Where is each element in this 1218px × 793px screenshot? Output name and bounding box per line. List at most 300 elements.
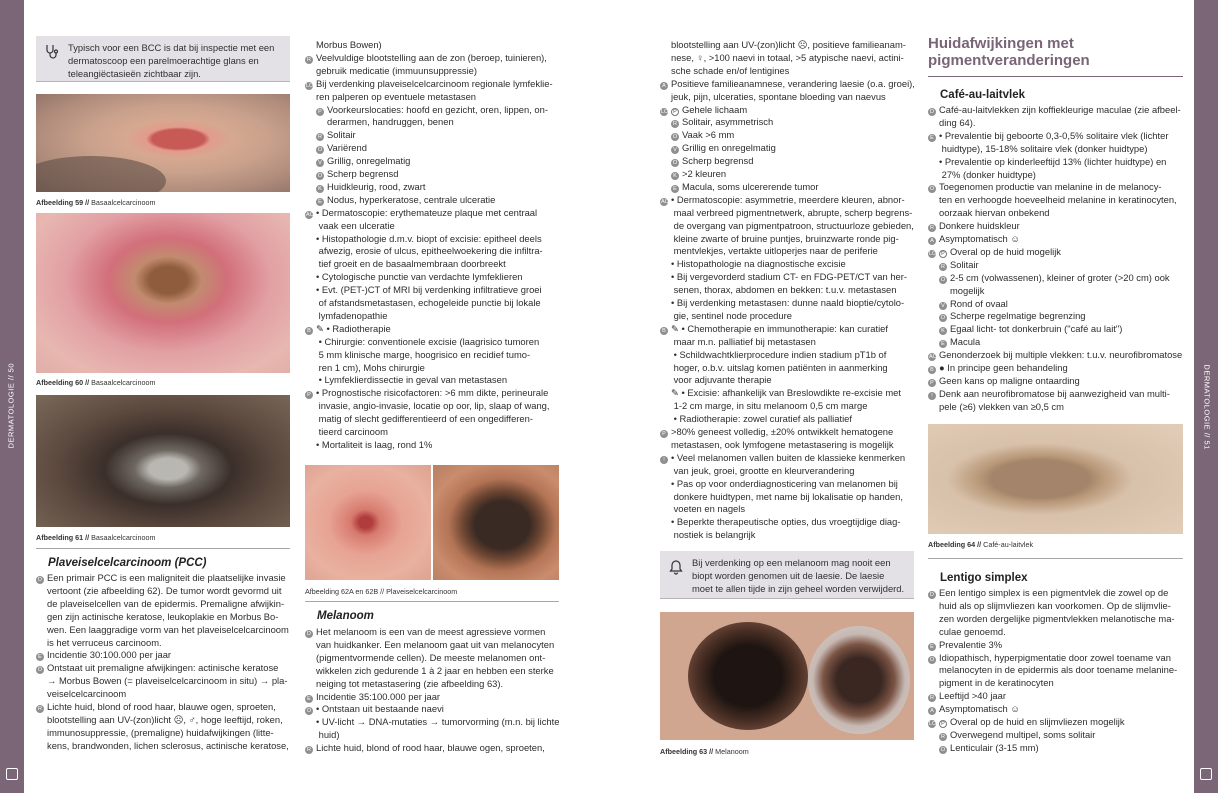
text-line-content: 1-2 cm marge, in situ melanoom 0,5 cm marge <box>671 400 868 412</box>
text-line <box>660 491 903 504</box>
text-line <box>660 284 896 297</box>
text-line <box>939 336 980 349</box>
text-line <box>671 129 734 142</box>
section-marker-icon: R <box>36 705 44 713</box>
text-line <box>928 207 1050 220</box>
text-line-content: kens, brandwonden, lichen sclerosus, actinische keratose, <box>47 739 289 751</box>
title-rule <box>928 76 1183 77</box>
text-line <box>928 587 1168 600</box>
section-marker-icon: O <box>672 160 678 167</box>
text-line <box>939 259 979 272</box>
text-line-content: tieerd carcinoom <box>316 426 388 437</box>
text-line <box>660 349 886 362</box>
text-line <box>928 349 1182 362</box>
text-line <box>36 675 287 688</box>
text-line-content: ✎ • Chemotherapie en immunotherapie: kan curatief <box>671 322 888 334</box>
text-line-content: Het melanoom is een van de meest agressieve vormen <box>316 626 546 637</box>
text-line-content: Bij verdenking plaveiselcelcarcinoom regionale lymfeklie- <box>316 77 553 89</box>
section-marker-icon: A <box>928 707 936 715</box>
text-line-content: Variërend <box>327 142 367 154</box>
text-line-content: Geen kans op maligne ontaarding <box>939 374 1080 386</box>
figure-59-photo <box>36 94 290 192</box>
text-line <box>660 297 904 310</box>
text-line <box>305 742 545 755</box>
text-line-content: blootstelling aan UV-(zon)licht ☹, ♂, hoge leeftijd, roken, <box>47 713 283 725</box>
text-line <box>305 233 542 246</box>
section-marker-icon: D <box>36 576 44 584</box>
text-line-content: wikkelen zich gedurende 1 à 2 jaar en hebben een sterke <box>316 664 554 676</box>
figure-62a-photo <box>305 465 431 580</box>
text-line-content: • UV-licht → DNA-mutaties → tumorvorming (m.n. bij lichte <box>316 716 560 728</box>
text-line <box>660 426 893 439</box>
stethoscope-icon <box>44 44 60 60</box>
text-line <box>939 285 984 298</box>
section-marker-icon: R <box>305 746 313 754</box>
text-line <box>660 387 901 400</box>
section-marker-icon: R <box>928 694 936 702</box>
text-line <box>928 104 1181 117</box>
text-line-content: invasie, angio-invasie, locatie op oor, lip, slaap of wang, <box>316 400 550 412</box>
text-line <box>305 91 476 104</box>
text-line-content: Leeftijd >40 jaar <box>939 690 1006 702</box>
section-marker-icon: A <box>928 237 936 245</box>
text-line-content: afwezig, erosie of ulcus, epitheelwoekering die infiltra- <box>316 245 543 257</box>
section-marker-icon: O <box>940 276 946 283</box>
text-line-content: culae genoemd. <box>939 625 1006 637</box>
text-line <box>305 439 432 452</box>
text-line <box>928 388 1170 401</box>
text-line-content: nostiek is belangrijk <box>671 529 756 541</box>
text-line <box>939 323 1122 336</box>
text-line-content: oorzaak hiervan onbekend <box>939 207 1050 219</box>
section-marker-icon: E <box>316 198 324 206</box>
text-line <box>305 665 554 678</box>
section-marker-icon: B <box>305 327 313 335</box>
text-line-content: Nodus, hyperkeratose, centrale ulceratie <box>327 193 496 205</box>
text-line-content: Asymptomatisch ☺ <box>939 703 1020 715</box>
text-line-content: Positieve familieanamnese, verandering laesie (o.a. groei), <box>671 77 915 89</box>
text-line <box>36 572 286 585</box>
text-line-content: Overal op de huid mogelijk <box>950 245 1061 257</box>
text-line <box>660 65 789 78</box>
text-line-content: de overgang van pigmentpatroon, structuurloze gebieden, <box>671 219 914 231</box>
section-marker-icon: P <box>316 108 324 116</box>
text-line-content: • Schildwachtklierprocedure indien stadium pT1b of <box>671 348 887 360</box>
text-line-content: Donkere huidskleur <box>939 220 1020 232</box>
section-marker-icon: R <box>928 224 936 232</box>
text-line <box>939 729 1095 742</box>
text-line <box>928 652 1171 665</box>
text-line <box>305 400 549 413</box>
publisher-logo-icon <box>1200 768 1212 780</box>
publisher-logo-icon <box>6 768 18 780</box>
section-marker-icon: AO <box>929 354 937 361</box>
text-line <box>316 194 495 207</box>
text-line-content: Een lentigo simplex is een pigmentvlek die zowel op de <box>939 587 1169 598</box>
text-line-content: Grillig en onregelmatig <box>682 142 776 154</box>
text-line-content: of afstandsmetastasen, echogeleide punctie bij lokale <box>316 297 541 308</box>
text-line-content: lymfadenopathie <box>316 309 388 321</box>
text-line-content: → Morbus Bowen (= plaveiselcelcarcinoom in situ) → pla- <box>47 675 288 687</box>
text-line <box>660 39 906 52</box>
text-line-content: Rond of ovaal <box>950 297 1008 309</box>
melanoom-heading: Melanoom <box>317 610 374 622</box>
text-line-content: Denk aan neurofibromatose bij aanwezigheid van multi- <box>939 387 1170 399</box>
text-line <box>305 39 382 52</box>
location-marker-icon: P <box>939 250 947 258</box>
text-line-content: Lichte huid, blond of rood haar, blauwe ogen, sproeten, <box>316 742 545 754</box>
text-line <box>671 116 773 129</box>
melanoom-warning-text: Bij verdenking op een melanoom mag nooit een biopt worden genomen uit de laesie. De laesie moet te allen tijde in zijn geheel worden verwijderd. <box>692 557 905 594</box>
text-line <box>928 613 1175 626</box>
text-line-content: ✎ • Excisie: afhankelijk van Breslowdikte re-excisie met <box>671 387 901 399</box>
text-line <box>305 245 543 258</box>
text-line <box>660 271 907 284</box>
text-line-content: voor adjuvante therapie <box>671 374 772 386</box>
text-line-content: ten en verhoogde hoeveelheid melanine in keratinocyten, <box>939 194 1177 206</box>
text-line <box>928 233 1020 246</box>
location-marker-icon: P <box>939 720 947 728</box>
text-line-content: Lenticulair (3-15 mm) <box>950 741 1039 753</box>
bcc-tip-box <box>36 36 290 82</box>
text-line <box>305 220 395 233</box>
text-line-content: vertoont (zie afbeelding 62). De tumor wordt gevormd uit <box>47 584 282 596</box>
text-line-content: Solitair <box>327 129 356 141</box>
text-line-content: • Histopathologie d.m.v. biopt of excisie: epitheel deels <box>316 232 542 244</box>
text-line <box>305 626 545 639</box>
text-line-content: Asymptomatisch ☺ <box>939 233 1020 244</box>
text-line-content: Gehele lichaam <box>682 103 748 115</box>
text-line-content: Solitair <box>950 258 979 270</box>
text-line <box>928 703 1020 716</box>
text-line-content: Scherpe regelmatige begrenzing <box>950 310 1086 322</box>
section-marker-icon: O <box>940 746 946 753</box>
section-marker-icon: P <box>928 379 936 387</box>
text-line <box>660 194 905 207</box>
figure-61-caption: Afbeelding 61 // Basaalcelcarcinoom <box>36 533 156 542</box>
text-line <box>928 600 1171 613</box>
section-marker-icon: V <box>316 159 324 167</box>
text-line-content: maal verbreed pigmentnetwerk, abrupte, scherp begrens- <box>671 206 913 218</box>
text-line <box>928 169 1036 182</box>
text-line-content: metastasen, ook lymfogene metastasering is mogelijk <box>671 438 894 450</box>
text-line <box>928 194 1177 207</box>
text-line <box>928 690 1006 703</box>
text-line-content: tief groeit en de basaalmembraan doorbreekt <box>316 258 506 270</box>
text-line <box>305 691 440 704</box>
text-line <box>305 78 553 91</box>
section-marker-icon: O <box>940 315 946 322</box>
left-side-bar <box>0 0 24 793</box>
text-line-content: ren 1 cm), Mohs chirurgie <box>316 361 425 373</box>
text-line <box>305 387 548 400</box>
figure-61-photo <box>36 395 290 527</box>
text-line <box>928 362 1068 375</box>
section-marker-icon: LO <box>661 108 669 115</box>
text-line-content: voeten en nagels <box>671 503 746 515</box>
text-line <box>660 400 867 413</box>
text-line-content: Scherp begrensd <box>327 168 399 179</box>
text-line <box>660 503 745 516</box>
section-marker-icon: LO <box>929 250 937 257</box>
text-line <box>305 729 339 742</box>
right-side-bar <box>1194 0 1218 793</box>
text-line-content: Huidkleurig, rood, zwart <box>327 180 426 192</box>
section-marker-icon: V <box>671 146 679 154</box>
text-line <box>660 104 747 117</box>
text-line-content: gen zijn actinische keratose, leukoplakie en Morbus Bo- <box>47 610 279 622</box>
cafe-au-lait-heading: Café-au-laitvlek <box>940 89 1026 101</box>
text-line <box>928 677 1054 690</box>
text-line <box>305 678 503 691</box>
section-marker-icon: E <box>939 340 947 348</box>
text-line-content: Overal op de huid en slijmvliezen mogelijk <box>950 716 1125 727</box>
text-line <box>660 78 915 91</box>
section-marker-icon: AO <box>661 198 669 205</box>
text-line <box>671 181 819 194</box>
text-line-content: Lichte huid, blond of rood haar, blauwe ogen, sproeten, <box>47 701 276 712</box>
section-marker-icon: V <box>939 302 947 310</box>
text-line-content: • Prevalentie op kinderleeftijd 13% (lichter huidtype) en <box>939 155 1167 167</box>
section-marker-icon: K <box>671 172 679 180</box>
section-marker-icon: LO <box>306 82 314 89</box>
text-line <box>660 465 854 478</box>
text-line <box>660 516 900 529</box>
text-line-content: pigment in de keratinocyten <box>939 677 1054 689</box>
text-line-content: maar m.n. palliatief bij metastasen <box>671 335 816 347</box>
text-line <box>316 168 398 181</box>
section-marker-icon: E <box>928 643 936 651</box>
section-marker-icon: D <box>928 591 936 599</box>
section-marker-icon: O <box>317 147 323 154</box>
text-line <box>660 220 914 233</box>
section-marker-icon: R <box>939 263 947 271</box>
text-line-content: gebruik medicatie (immuunsuppressie) <box>316 64 478 76</box>
text-line <box>305 65 477 78</box>
text-line <box>305 323 391 336</box>
text-line <box>928 220 1020 233</box>
text-line-content: 2-5 cm (volwassenen), kleiner of groter (>20 cm) ook <box>950 271 1170 283</box>
section-marker-icon: O <box>929 186 935 193</box>
section-marker-icon: O <box>929 656 935 663</box>
text-line <box>305 310 387 323</box>
text-line <box>305 297 541 310</box>
section-marker-icon: O <box>37 667 43 674</box>
section-marker-icon: R <box>671 120 679 128</box>
text-line-content: • Cytologische punctie van verdachte lymfeklieren <box>316 271 523 283</box>
text-line-content: pele (≥6) vlekken van ≥0,5 cm <box>939 400 1064 412</box>
section-marker-icon: LO <box>929 721 937 727</box>
text-line <box>316 104 548 117</box>
text-line-content: Idiopathisch, hyperpigmentatie door zowel toename van <box>939 651 1171 663</box>
section-marker-icon: R <box>305 56 313 64</box>
figure-59-caption: Afbeelding 59 // Basaalcelcarcinoom <box>36 198 156 207</box>
section-marker-icon: ! <box>660 456 668 464</box>
text-line-content: Overwegend multipel, soms solitair <box>950 728 1096 740</box>
text-line <box>36 598 284 611</box>
text-line-content: gie, sentinel node procedure <box>671 309 792 321</box>
text-line <box>660 91 886 104</box>
text-line-content: huidtype), 15-18% solitaire vlek (donker huidtype) <box>939 142 1148 154</box>
text-line <box>36 727 274 740</box>
section-marker-icon: P <box>305 391 313 399</box>
text-line <box>660 362 888 375</box>
text-line <box>660 323 888 336</box>
text-line-content: ✎ • Radiotherapie <box>316 322 391 334</box>
text-line-content: 27% (donker huidtype) <box>939 168 1036 180</box>
figure-63-caption: Afbeelding 63 // Melanoom <box>660 747 749 756</box>
text-line <box>928 181 1162 194</box>
melanoom-warning-box <box>660 551 914 599</box>
text-line-content: melanocyten in de epidermis als door toename melanine- <box>939 664 1178 676</box>
text-line-content: Incidentie 35:100.000 per jaar <box>316 690 441 702</box>
text-line-content: Café-au-laitvlekken zijn koffiekleurige maculae (zie afbeel- <box>939 104 1181 115</box>
section-marker-icon: O <box>672 134 678 141</box>
section-marker-icon: B <box>928 366 936 374</box>
text-line <box>36 611 278 624</box>
text-line <box>305 207 537 220</box>
text-line-content: veiselcelcarcinoom <box>47 688 127 700</box>
section-marker-icon: E <box>305 695 313 703</box>
text-line-content: Genonderzoek bij multiple vlekken: t.u.v. neurofibromatose <box>939 349 1183 361</box>
text-line <box>928 375 1080 388</box>
text-line <box>928 156 1166 169</box>
text-line-content: • Prognostische risicofactoren: >6 mm dikte, perineurale <box>316 387 549 399</box>
text-line-content: Incidentie 30:100.000 per jaar <box>47 649 172 661</box>
text-line <box>36 740 289 753</box>
pcc-heading: Plaveiselcelcarcinoom (PCC) <box>48 557 207 569</box>
chapter-title-line-1: Huidafwijkingen met <box>928 35 1074 52</box>
text-line-content: • Dermatoscopie: asymmetrie, meerdere kleuren, abnor- <box>671 193 905 205</box>
divider <box>36 548 290 549</box>
text-line-content: ren palperen op eventuele metastasen <box>316 90 477 102</box>
text-line <box>671 142 776 155</box>
text-line-content: Macula <box>950 336 981 348</box>
text-line-content: • Veel melanomen vallen buiten de klassieke kenmerken <box>671 451 906 463</box>
section-marker-icon: AO <box>306 211 314 218</box>
text-line-content: • Lymfeklierdissectie in geval van metastasen <box>316 374 508 386</box>
text-line <box>928 246 1061 259</box>
text-line-content: Morbus Bowen) <box>316 39 382 50</box>
text-line-content: Een primair PCC is een maligniteit die plaatselijke invasie <box>47 572 286 583</box>
text-line-content: Scherp begrensd <box>682 155 754 167</box>
text-line-content: hoger, o.b.v. uitslag komen patiënten in aanmerking <box>671 361 888 373</box>
text-line <box>660 478 898 491</box>
text-line <box>305 349 530 362</box>
text-line-content: derarmen, handruggen, benen <box>327 116 454 128</box>
text-line-content: Voorkeurslocaties: hoofd en gezicht, oren, lippen, on- <box>327 103 548 115</box>
text-line-content: immunosuppressie, (premaligne) huidafwijkingen (litte- <box>47 726 274 738</box>
text-line-content: • Histopathologie na diagnostische excisie <box>671 258 846 270</box>
text-line <box>316 155 410 168</box>
text-line <box>305 426 388 439</box>
text-line <box>305 374 507 387</box>
text-line <box>316 129 356 142</box>
text-line <box>660 245 878 258</box>
text-line-content: • Pas op voor onderdiagnosticering van melanomen bij <box>671 477 898 489</box>
text-line <box>939 298 1008 311</box>
text-line-content: Solitair, asymmetrisch <box>682 116 774 128</box>
section-marker-icon: O <box>306 708 312 715</box>
text-line-content: huid) <box>316 729 340 741</box>
text-line-content: • Radiotherapie: zowel curatief als palliatief <box>671 413 852 425</box>
text-line-content: wen. Een laaggradige vorm van het plaveiselcelcarcinoom <box>47 623 289 635</box>
text-line-content: • Dermatoscopie: erythemateuze plaque met centraal <box>316 206 538 218</box>
text-line-content: zen worden dergelijke pigmentvlekken melanotische ma- <box>939 612 1175 624</box>
text-line-content: • Mortaliteit is laag, rond 1% <box>316 438 433 450</box>
text-line-content: Ontstaat uit premaligne afwijkingen: actinische keratose <box>47 662 279 674</box>
section-marker-icon: A <box>660 82 668 90</box>
text-line-content: • Ontstaan uit bestaande naevi <box>316 703 444 715</box>
text-line <box>928 117 975 130</box>
text-line <box>671 168 726 181</box>
text-line-content: matig of slecht gedifferentieerd of een ongedifferen- <box>316 413 533 425</box>
text-line <box>305 716 559 729</box>
text-line-content: • Bij verdenking metastasen: dunne naald bioptie/cytolo- <box>671 297 905 308</box>
text-line-content: van jeuk, groei, grootte en kleurverandering <box>671 464 855 476</box>
text-line <box>305 639 554 652</box>
text-line <box>36 701 276 714</box>
text-line <box>305 52 547 65</box>
text-line-content: senen, thorax, abdomen en bekken: t.u.v. metastasen <box>671 284 897 296</box>
figure-64-photo <box>928 424 1183 534</box>
text-line <box>36 585 282 598</box>
figure-60-photo <box>36 213 290 373</box>
text-line-content: neiging tot metastasering (zie afbeelding 63). <box>316 677 504 689</box>
text-line <box>305 413 533 426</box>
text-line-content: Grillig, onregelmatig <box>327 155 411 167</box>
text-line <box>36 637 162 650</box>
section-marker-icon: R <box>316 133 324 141</box>
text-line <box>660 207 912 220</box>
text-line <box>305 703 444 716</box>
figure-60-caption: Afbeelding 60 // Basaalcelcarcinoom <box>36 378 156 387</box>
text-line <box>939 742 1039 755</box>
section-marker-icon: B <box>660 327 668 335</box>
text-line-content: Macula, soms ulcererende tumor <box>682 180 819 192</box>
text-line-content: • Evt. (PET-)CT of MRI bij verdenking infiltratieve groei <box>316 284 542 296</box>
page-label-left: DERMATOLOGIE // 50 <box>6 362 16 449</box>
text-line <box>305 258 506 271</box>
text-line-content: mentvlekjes, vertakte uitloperjes naar de periferie <box>671 245 878 257</box>
text-line <box>928 639 1002 652</box>
section-marker-icon: E <box>928 134 936 142</box>
text-line <box>660 374 772 387</box>
text-line-content: ding 64). <box>939 116 976 128</box>
text-line <box>305 362 425 375</box>
section-marker-icon: E <box>36 653 44 661</box>
text-line <box>928 401 1064 414</box>
text-line-content: nese, ♀, >100 naevi in totaal, >5 atypische naevi, actini- <box>671 51 904 63</box>
text-line <box>305 652 545 665</box>
text-line-content: >80% geneest volledig, ±20% ontwikkelt hematogene <box>671 426 894 437</box>
section-marker-icon: D <box>928 108 936 116</box>
text-line <box>660 452 905 465</box>
text-line-content: >2 kleuren <box>682 168 727 179</box>
text-line <box>316 116 454 129</box>
text-line-content: is het verruceus carcinoom. <box>47 636 162 648</box>
bcc-tip-text: Typisch voor een BCC is dat bij inspectie met een dermatoscoop een parelmoerachtige glans en teleangiëctasieën zichtbaar zijn. <box>68 42 275 79</box>
text-line <box>928 130 1168 143</box>
text-line-content: • Bij vergevorderd stadium CT- en FDG-PET/CT van her- <box>671 271 907 283</box>
section-marker-icon: O <box>317 173 323 179</box>
figure-62b-photo <box>433 465 559 580</box>
text-line <box>660 413 852 426</box>
text-line-content: mogelijk <box>950 284 985 296</box>
section-marker-icon: R <box>939 733 947 741</box>
text-line <box>660 233 899 246</box>
text-line-content: Vaak >6 mm <box>682 129 735 141</box>
